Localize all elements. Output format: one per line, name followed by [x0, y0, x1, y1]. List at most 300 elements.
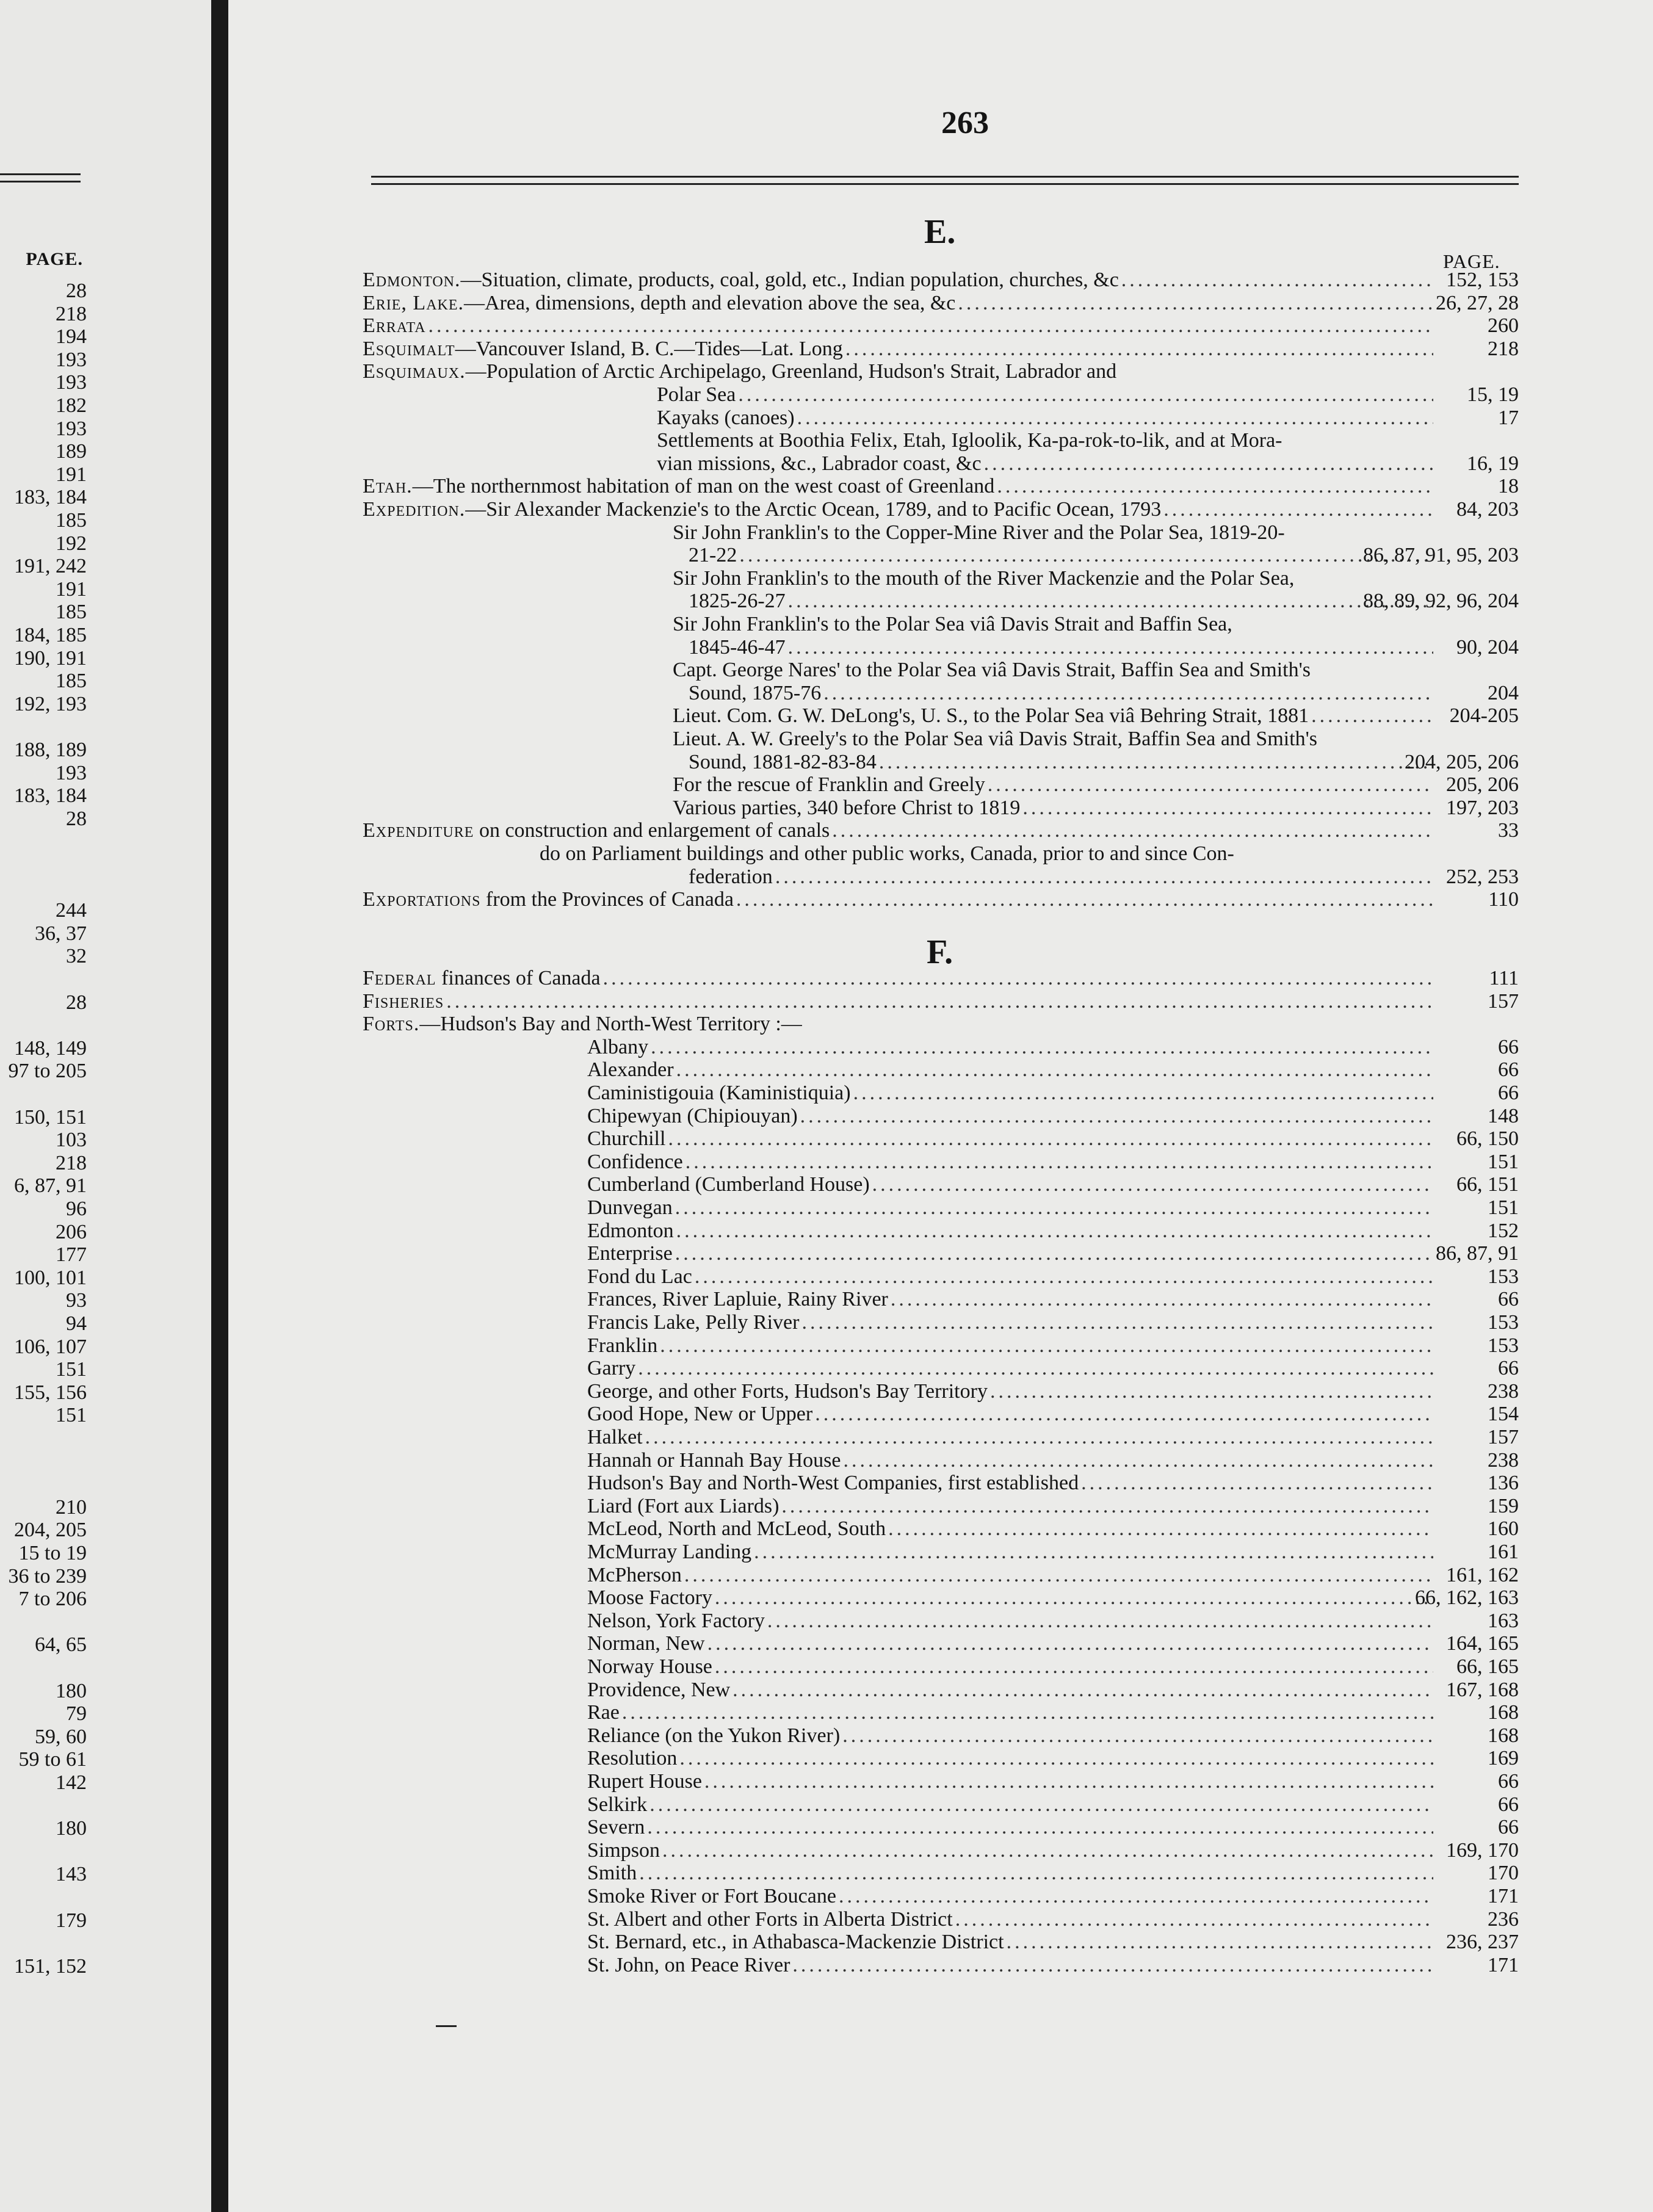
leader-dots	[662, 1839, 1433, 1862]
entry-text: Sir John Franklin's to the mouth of the River Mackenzie and the Polar Sea,	[673, 566, 1295, 590]
index-entry	[228, 498, 1653, 521]
index-subentry	[228, 1931, 1653, 1954]
leader-dots	[891, 1288, 1433, 1311]
index-entry	[228, 292, 1653, 315]
page-reference: 164, 165	[1446, 1632, 1519, 1655]
left-page-number: 59 to 61	[18, 1748, 87, 1771]
left-page-number: 188, 189	[14, 739, 87, 761]
entry-text: 1845-46-47	[689, 635, 786, 659]
left-page-number: 143	[56, 1863, 87, 1886]
entry-text: Confidence	[587, 1150, 683, 1173]
index-entry	[228, 314, 1653, 338]
entry-text: Enterprise	[587, 1242, 673, 1265]
entry-heading: Federal	[363, 967, 436, 989]
left-page-number: 192	[56, 532, 87, 555]
page-reference: 204-205	[1449, 704, 1519, 728]
entry-text: George, and other Forts, Hudson's Bay Territory	[587, 1379, 988, 1403]
page-reference: 148	[1488, 1104, 1519, 1127]
left-page-number: 193	[56, 371, 87, 394]
leader-dots	[842, 1724, 1433, 1748]
left-page-number: 206	[56, 1220, 87, 1243]
leader-dots	[801, 1311, 1433, 1334]
index-subentry	[228, 407, 1653, 430]
page-reference: 33	[1498, 819, 1519, 842]
index-subentry	[228, 452, 1653, 475]
entry-text: do on Parliament buildings and other public works, Canada, prior to and since Con-	[540, 842, 1234, 865]
leader-dots	[446, 990, 1433, 1013]
entry-text: Albany	[587, 1035, 649, 1058]
entry-text: Moose Factory	[587, 1586, 712, 1610]
index-subentry	[228, 590, 1653, 613]
page-reference: 66	[1498, 1035, 1519, 1058]
index-subentry	[228, 544, 1653, 567]
page-reference: 167, 168	[1446, 1678, 1519, 1701]
leader-dots	[853, 1082, 1433, 1105]
entry-heading: Erie, Lake.	[363, 291, 465, 314]
left-page-number: 148, 149	[14, 1036, 87, 1060]
entry-text: —Hudson's Bay and North-West Territory :—	[419, 1013, 802, 1036]
leader-dots	[845, 338, 1433, 361]
page-reference: 66	[1498, 1816, 1519, 1839]
book-gutter	[211, 0, 228, 2212]
left-rule	[0, 181, 81, 183]
leader-dots	[660, 1334, 1433, 1357]
left-page-number: 193	[56, 761, 87, 784]
entry-text: Lieut. Com. G. W. DeLong's, U. S., to the Polar Sea viâ Behring Strait, 1881	[673, 704, 1309, 728]
leader-dots	[651, 1036, 1433, 1059]
page-reference: 169	[1488, 1747, 1519, 1770]
leader-dots	[984, 452, 1433, 475]
index-subentry	[228, 383, 1653, 407]
page-reference: 66	[1498, 1082, 1519, 1104]
page-reference: 86, 87, 91	[1436, 1242, 1519, 1265]
entry-text: Dunvegan	[587, 1196, 673, 1219]
entry-text: Hannah or Hannah Bay House	[587, 1448, 841, 1472]
leader-dots	[676, 1058, 1433, 1082]
page-reference: 17	[1498, 406, 1519, 429]
index-subentry	[228, 1127, 1653, 1151]
page-reference: 151	[1488, 1150, 1519, 1173]
index-subentry	[228, 1632, 1653, 1655]
page-reference: 111	[1489, 967, 1519, 989]
left-page-number: 180	[56, 1817, 87, 1840]
left-page-number: 193	[56, 348, 87, 371]
entry-text: Simpson	[587, 1838, 660, 1862]
leader-dots	[988, 773, 1433, 797]
page-reference: 153	[1488, 1334, 1519, 1357]
leader-dots	[429, 314, 1433, 338]
entry-text: 21-22	[689, 544, 737, 567]
leader-dots	[707, 1632, 1433, 1655]
left-page-number: 150, 151	[14, 1105, 87, 1129]
left-page-number: 180	[56, 1679, 87, 1702]
left-page-number: 28	[66, 991, 87, 1014]
left-page-number: 194	[56, 325, 87, 349]
entry-text: —Area, dimensions, depth and elevation above the sea, &c	[464, 291, 956, 314]
entry-text: on construction and enlargement of canals	[474, 819, 830, 842]
entry-text: Garry	[587, 1357, 636, 1380]
entry-text: Hudson's Bay and North-West Companies, first established	[587, 1472, 1079, 1495]
left-page-number: 192, 193	[14, 692, 87, 715]
entry-text: Capt. George Nares' to the Polar Sea viâ Davis Strait, Baffin Sea and Smith's	[673, 659, 1311, 682]
page-reference: 157	[1488, 989, 1519, 1013]
entry-text: Sir John Franklin's to the Copper-Mine River and the Polar Sea, 1819-20-	[673, 521, 1285, 544]
page-reference: 66, 162, 163	[1415, 1586, 1519, 1610]
page-reference: 66	[1498, 1770, 1519, 1793]
leader-dots	[781, 1495, 1433, 1518]
page-reference: 197, 203	[1446, 796, 1519, 819]
page-reference: 153	[1488, 1265, 1519, 1288]
page-reference: 136	[1488, 1472, 1519, 1495]
leader-dots	[1007, 1931, 1433, 1954]
leader-dots	[823, 682, 1433, 705]
entry-text: —Situation, climate, products, coal, gold, etc., Indian population, churches, &c	[460, 269, 1119, 291]
index-subentry	[228, 567, 1653, 590]
leader-dots	[775, 866, 1433, 889]
index-subentry	[228, 1495, 1653, 1518]
index-entry	[228, 360, 1653, 383]
page-reference: 171	[1488, 1885, 1519, 1907]
left-page-number: 191	[56, 463, 87, 486]
left-rule	[0, 173, 81, 175]
entry-heading: Forts.	[363, 1013, 420, 1036]
index-subentry	[228, 1724, 1653, 1748]
left-page-header: PAGE.	[26, 249, 83, 269]
left-page-number: 183, 184	[14, 486, 87, 509]
index-subentry	[228, 1311, 1653, 1334]
entry-text: Selkirk	[587, 1793, 648, 1816]
leader-dots	[767, 1610, 1433, 1633]
page-reference: 26, 27, 28	[1436, 291, 1519, 314]
entry-heading: Exportations	[363, 888, 481, 911]
entry-text: Norway House	[587, 1655, 712, 1678]
leader-dots	[739, 544, 1433, 567]
page-reference: 66, 165	[1456, 1655, 1519, 1678]
left-page-number: 185	[56, 601, 87, 624]
index-subentry	[228, 1058, 1653, 1082]
leader-dots	[1081, 1472, 1433, 1495]
entry-text: Franklin	[587, 1334, 658, 1357]
entry-text: Severn	[587, 1816, 645, 1839]
index-subentry	[228, 1747, 1653, 1770]
index-subentry	[228, 1770, 1653, 1793]
page-reference: 159	[1488, 1494, 1519, 1517]
index-entry	[228, 888, 1653, 911]
index-subentry	[228, 1403, 1653, 1426]
index-subentry	[228, 1426, 1653, 1449]
page-reference: 157	[1488, 1426, 1519, 1448]
page-reference: 110	[1488, 888, 1519, 911]
page-reference: 88, 89, 92, 96, 204	[1363, 590, 1519, 613]
leader-dots	[675, 1196, 1433, 1220]
page-reference: 90, 204	[1456, 635, 1519, 659]
left-page-number: 103	[56, 1129, 87, 1152]
page-reference: 238	[1488, 1379, 1519, 1403]
leader-dots	[638, 1357, 1433, 1380]
entry-text: Lieut. A. W. Greely's to the Polar Sea viâ Davis Strait, Baffin Sea and Smith's	[673, 728, 1318, 750]
leader-dots	[603, 967, 1433, 990]
entry-text: Sir John Franklin's to the Polar Sea viâ Davis Strait and Baffin Sea,	[673, 613, 1232, 635]
entry-text: McLeod, North and McLeod, South	[587, 1517, 886, 1541]
entry-text: Rae	[587, 1701, 620, 1724]
index-subentry	[228, 1517, 1653, 1541]
left-page-number: 218	[56, 302, 87, 325]
entry-text: St. Albert and other Forts in Alberta District	[587, 1907, 953, 1931]
index-subentry	[228, 521, 1653, 544]
left-page-number: 142	[56, 1771, 87, 1794]
page-reference: 152, 153	[1446, 269, 1519, 291]
left-page-number: 185	[56, 509, 87, 532]
left-page-number: 191, 242	[14, 555, 87, 578]
page-reference: 171	[1488, 1953, 1519, 1976]
entry-text: Alexander	[587, 1058, 674, 1082]
entry-text: —Population of Arctic Archipelago, Greenland, Hudson's Strait, Labrador and	[465, 360, 1117, 383]
leader-dots	[1311, 704, 1433, 728]
entry-text: Providence, New	[587, 1678, 731, 1701]
section-letter: E.	[924, 213, 956, 251]
page-reference: 168	[1488, 1701, 1519, 1724]
index-subentry	[228, 636, 1653, 659]
page-reference: 66	[1498, 1058, 1519, 1082]
index-subentry	[228, 1220, 1653, 1243]
top-rule	[371, 183, 1519, 185]
entry-text: Polar Sea	[657, 383, 736, 406]
leader-dots	[792, 1954, 1433, 1977]
index-subentry	[228, 1793, 1653, 1816]
index-subentry	[228, 1151, 1653, 1174]
index-entry	[228, 269, 1653, 292]
index-entry	[228, 990, 1653, 1013]
entry-text: Cumberland (Cumberland House)	[587, 1173, 870, 1196]
index-subentry	[228, 1196, 1653, 1220]
left-page-number: 184, 185	[14, 624, 87, 646]
entry-text: Fond du Lac	[587, 1265, 692, 1288]
entry-text: Chipewyan (Chipiouyan)	[587, 1104, 798, 1127]
index-entry	[228, 819, 1653, 842]
leader-dots	[800, 1105, 1433, 1128]
left-page-number: 79	[66, 1702, 87, 1726]
entry-heading: Esquimaux.	[363, 360, 466, 383]
entry-text: vian missions, &c., Labrador coast, &c	[657, 452, 982, 475]
leader-dots	[732, 1679, 1433, 1702]
page-reference: 18	[1498, 475, 1519, 498]
index-subentry	[228, 1541, 1653, 1564]
entry-text: Edmonton	[587, 1219, 674, 1242]
entry-text: Good Hope, New or Upper	[587, 1403, 813, 1426]
leader-dots	[839, 1885, 1433, 1908]
index-entry	[228, 338, 1653, 361]
index-subentry	[228, 704, 1653, 728]
entry-heading: Errata	[363, 314, 426, 338]
leader-dots	[676, 1220, 1433, 1243]
index-subentry	[228, 1954, 1653, 1977]
entry-text: Sound, 1881-82-83-84	[689, 750, 877, 773]
leader-dots	[990, 1380, 1433, 1403]
page-reference: 154	[1488, 1403, 1519, 1426]
leader-dots	[958, 292, 1433, 315]
left-page-number: 155, 156	[14, 1381, 87, 1404]
leader-dots	[815, 1403, 1433, 1426]
page-reference: 161	[1488, 1541, 1519, 1563]
entry-text: —Sir Alexander Mackenzie's to the Arctic Ocean, 1789, and to Pacific Ocean, 1793	[465, 498, 1162, 521]
index-subentry	[228, 1380, 1653, 1403]
page-reference: 153	[1488, 1311, 1519, 1334]
page-reference: 204	[1488, 681, 1519, 704]
left-page-number: 100, 101	[14, 1266, 87, 1289]
page-reference: 66	[1498, 1357, 1519, 1380]
left-page-number: 97 to 205	[8, 1060, 87, 1083]
leader-dots	[715, 1655, 1433, 1679]
left-page-number: 7 to 206	[18, 1588, 87, 1611]
index-subentry	[228, 1908, 1653, 1931]
bottom-dash	[436, 2025, 457, 2027]
page-reference: 66	[1498, 1793, 1519, 1816]
left-page-number: 151	[56, 1404, 87, 1427]
entry-text: Caministigouia (Kaministiquia)	[587, 1082, 851, 1104]
entry-text: —Vancouver Island, B. C.—Tides—Lat. Long	[455, 337, 843, 360]
leader-dots	[1022, 797, 1433, 820]
section-letter: F.	[927, 933, 953, 971]
left-page-number: 190, 191	[14, 646, 87, 670]
page-reference: 236	[1488, 1907, 1519, 1931]
page-reference: 169, 170	[1446, 1838, 1519, 1862]
index-subentry	[228, 797, 1653, 820]
index-subentry	[228, 1036, 1653, 1059]
page-reference: 152	[1488, 1219, 1519, 1242]
index-subentry	[228, 1449, 1653, 1472]
entry-text: Frances, River Lapluie, Rainy River	[587, 1288, 888, 1311]
index-subentry	[228, 1082, 1653, 1105]
entry-text: Settlements at Boothia Felix, Etah, Igloolik, Ka-pa-rok-to-lik, and at Mora-	[657, 429, 1282, 452]
entry-text: Churchill	[587, 1127, 666, 1151]
index-subentry	[228, 659, 1653, 682]
left-page-number: 106, 107	[14, 1335, 87, 1358]
leader-dots	[888, 1517, 1433, 1541]
left-page-number: 28	[66, 807, 87, 830]
index-entry	[228, 475, 1653, 498]
page-reference: 238	[1488, 1448, 1519, 1472]
left-page-number: 183, 184	[14, 784, 87, 808]
index-entry	[228, 1013, 1653, 1036]
leader-dots	[872, 1173, 1433, 1196]
left-page-number: 64, 65	[35, 1633, 87, 1657]
entry-text: Norman, New	[587, 1632, 705, 1655]
leader-dots	[1163, 498, 1433, 521]
entry-text: For the rescue of Franklin and Greely	[673, 773, 985, 797]
entry-heading: Expenditure	[363, 819, 474, 842]
left-page-number: 28	[66, 280, 87, 302]
leader-dots	[1121, 269, 1433, 292]
leader-dots	[788, 636, 1433, 659]
index-subentry	[228, 1862, 1653, 1885]
entry-text: Francis Lake, Pelly River	[587, 1311, 800, 1334]
index-subentry	[228, 1679, 1653, 1702]
entry-heading: Edmonton.	[363, 269, 461, 291]
index-subentry	[228, 1242, 1653, 1265]
index-subentry	[228, 1701, 1653, 1724]
entry-text: Nelson, York Factory	[587, 1609, 765, 1632]
leader-dots	[879, 751, 1433, 774]
index-subentry	[228, 1885, 1653, 1908]
left-page-number: 191	[56, 577, 87, 601]
entry-text: federation	[689, 865, 773, 888]
entry-text: Kayaks (canoes)	[657, 406, 795, 429]
index-subentry	[228, 1357, 1653, 1380]
entry-text: St. Bernard, etc., in Athabasca-Mackenzie District	[587, 1931, 1004, 1954]
leader-dots	[649, 1793, 1433, 1816]
left-page-number: 179	[56, 1909, 87, 1932]
leader-dots	[832, 819, 1433, 842]
index-subentry	[228, 751, 1653, 774]
left-page-number: 36 to 239	[8, 1564, 87, 1588]
page-reference: 161, 162	[1446, 1563, 1519, 1586]
leader-dots	[684, 1564, 1433, 1587]
page-reference: 66, 150	[1456, 1127, 1519, 1151]
index-subentry	[228, 1472, 1653, 1495]
left-page-number: 185	[56, 670, 87, 693]
leader-dots	[715, 1586, 1433, 1610]
page-reference: 252, 253	[1446, 865, 1519, 888]
leader-dots	[788, 590, 1433, 613]
entry-text: from the Provinces of Canada	[480, 888, 734, 911]
page-reference: 151	[1488, 1196, 1519, 1219]
leader-dots	[668, 1127, 1433, 1151]
entry-text: St. John, on Peace River	[587, 1953, 790, 1976]
page-reference: 205, 206	[1446, 773, 1519, 797]
page-reference: 163	[1488, 1609, 1519, 1632]
leader-dots	[645, 1426, 1433, 1449]
index-subentry	[228, 866, 1653, 889]
entry-text: Resolution	[587, 1747, 678, 1770]
page-reference: 168	[1488, 1724, 1519, 1747]
page-reference: 236, 237	[1446, 1931, 1519, 1954]
left-page-number: 6, 87, 91	[14, 1174, 87, 1198]
left-page-number: 177	[56, 1243, 87, 1267]
page-reference: 218	[1488, 337, 1519, 360]
page-reference: 15, 19	[1467, 383, 1519, 406]
index-subentry	[228, 1816, 1653, 1839]
left-page-number: 93	[66, 1289, 87, 1312]
leader-dots	[695, 1265, 1433, 1289]
left-page-number: 182	[56, 394, 87, 417]
leader-dots	[843, 1449, 1433, 1472]
page-reference: 170	[1488, 1862, 1519, 1885]
index-subentry	[228, 1655, 1653, 1679]
leader-dots	[955, 1908, 1433, 1931]
index-subentry	[228, 842, 1653, 866]
page-reference: 260	[1488, 314, 1519, 338]
left-page-number: 59, 60	[35, 1725, 87, 1748]
top-rule	[371, 176, 1519, 178]
right-page	[228, 0, 1653, 2212]
entry-heading: Etah.	[363, 475, 413, 498]
page-reference: 66	[1498, 1288, 1519, 1311]
index-subentry	[228, 773, 1653, 797]
index-subentry	[228, 1839, 1653, 1862]
entry-text: 1825-26-27	[689, 590, 786, 613]
left-page	[0, 0, 211, 2212]
entry-heading: Esquimalt	[363, 337, 455, 360]
leader-dots	[797, 407, 1433, 430]
leader-dots	[675, 1242, 1433, 1265]
left-page-number: 218	[56, 1151, 87, 1174]
entry-text: —The northernmost habitation of man on the west coast of Greenland	[412, 475, 995, 498]
leader-dots	[639, 1862, 1433, 1885]
left-page-number: 32	[66, 945, 87, 968]
leader-dots	[754, 1541, 1433, 1564]
index-subentry	[228, 1586, 1653, 1610]
leader-dots	[622, 1701, 1433, 1724]
